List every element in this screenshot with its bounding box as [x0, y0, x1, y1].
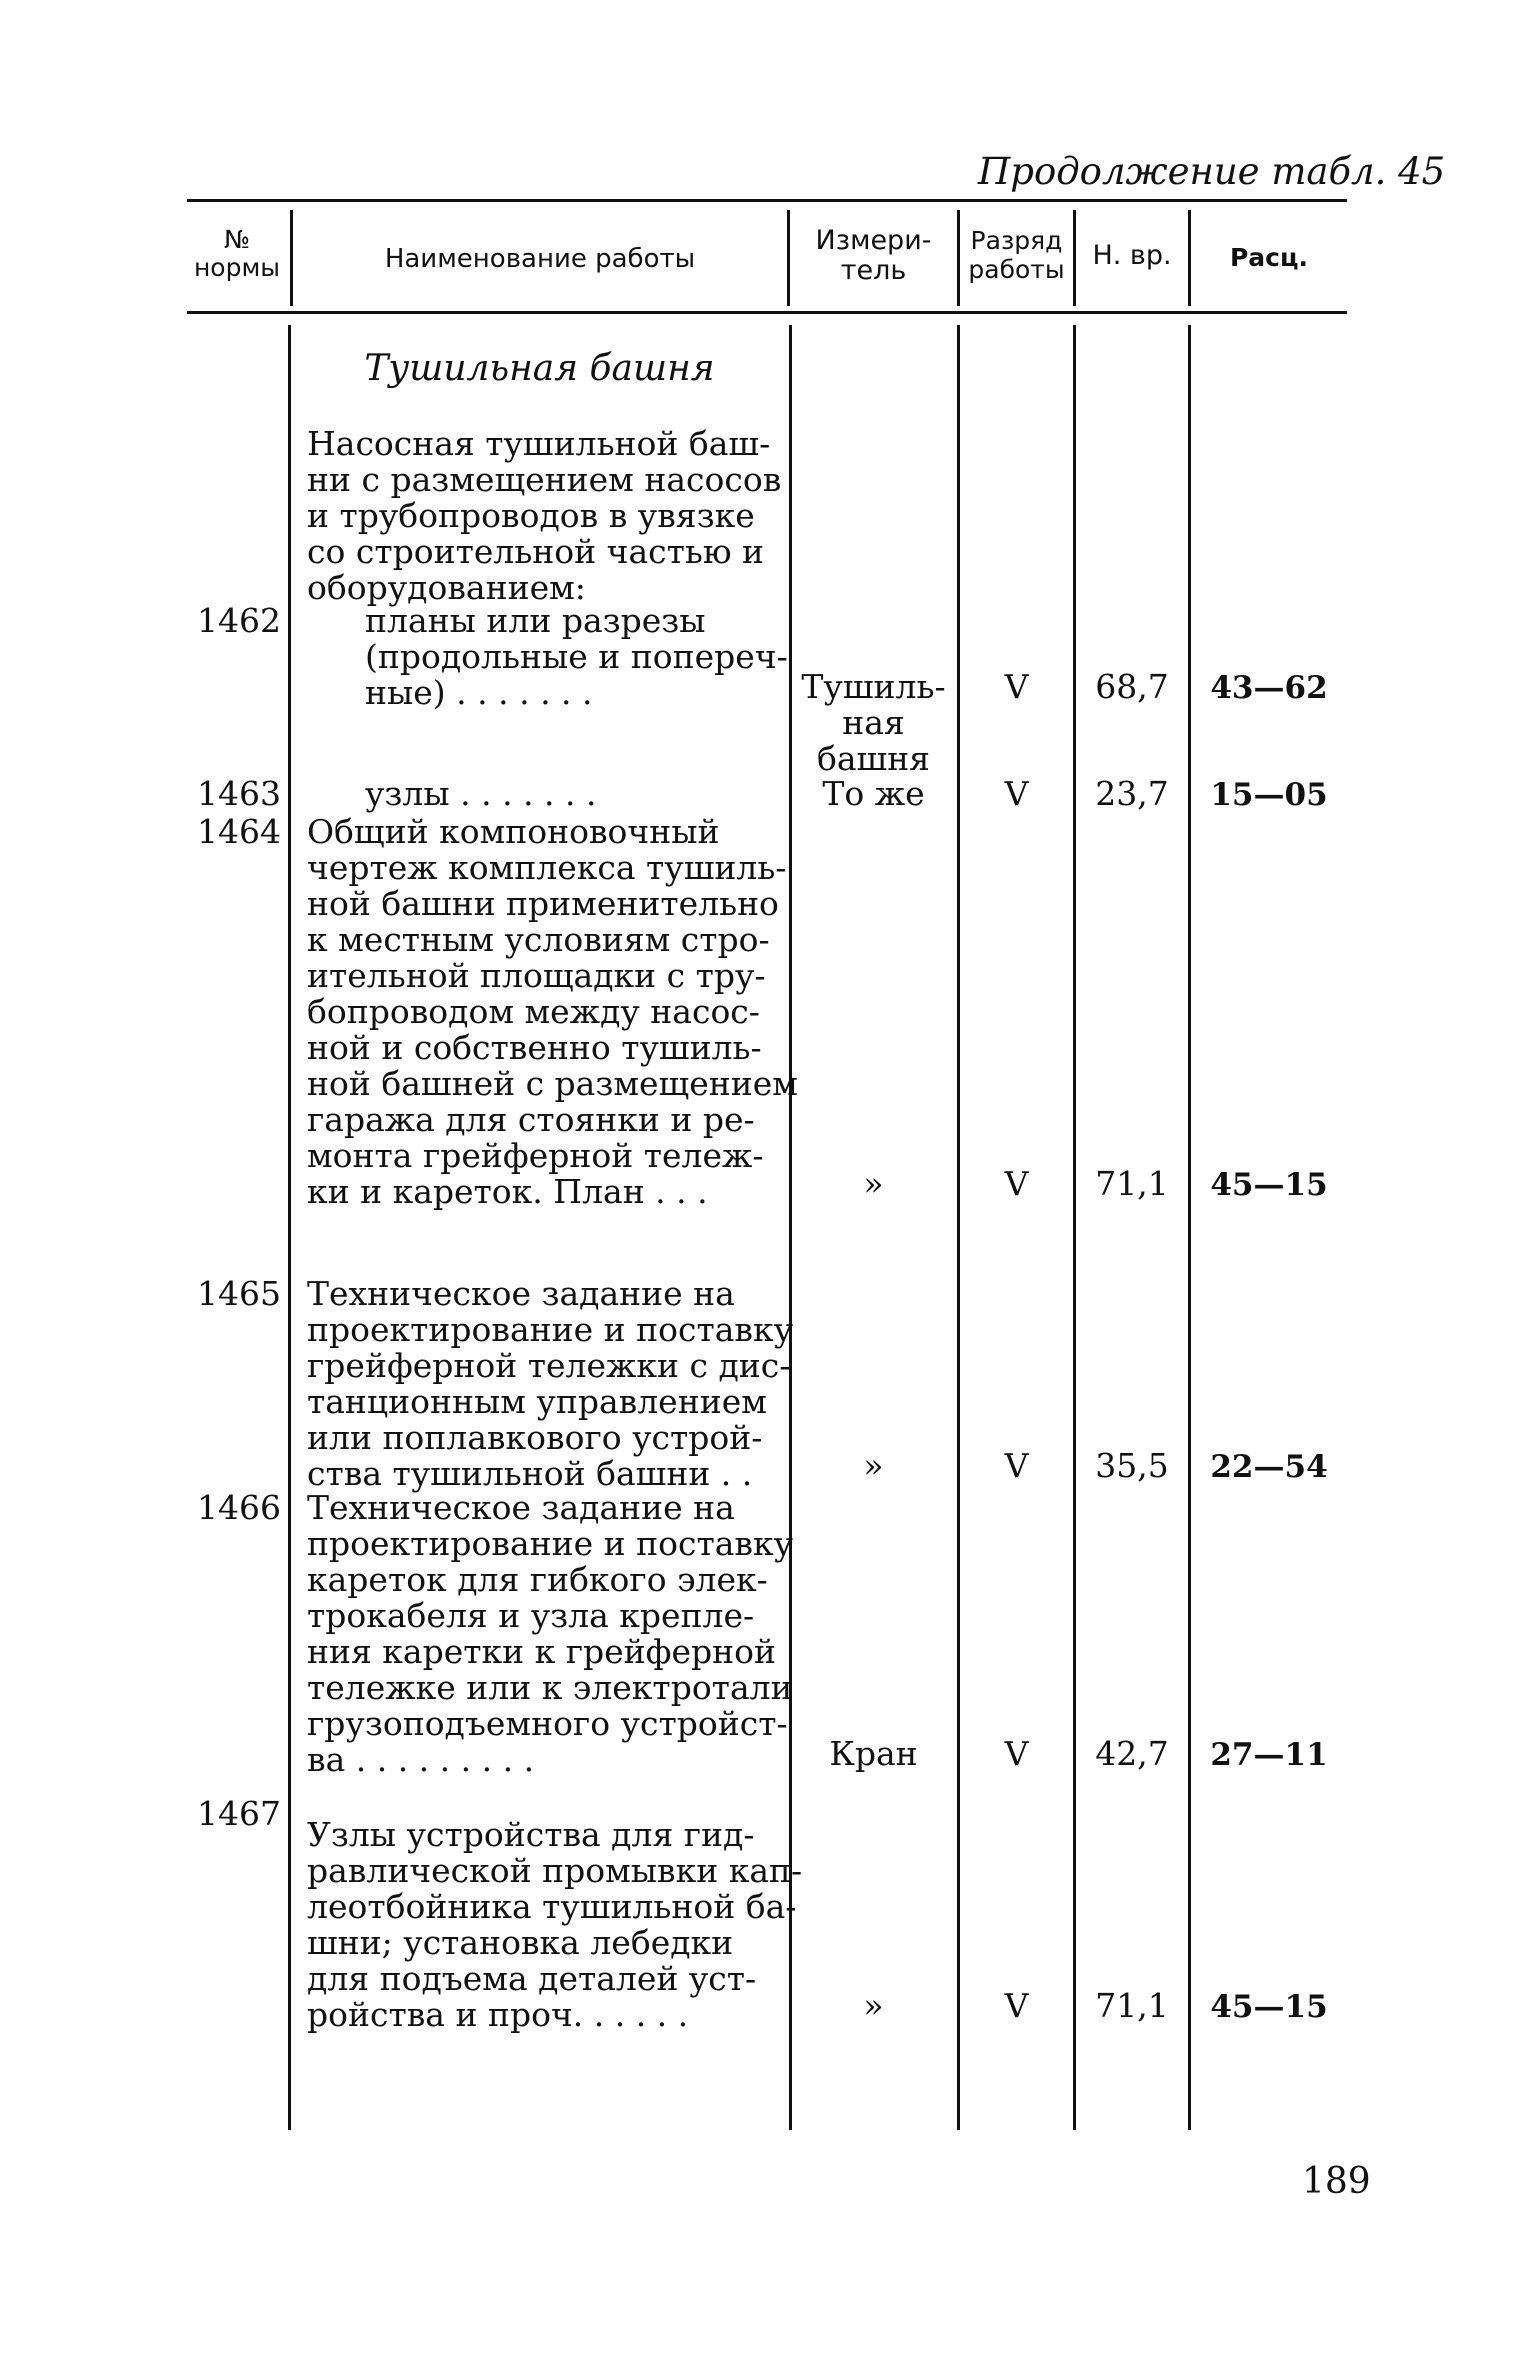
rate-cell: 43—62	[1210, 670, 1328, 706]
header-norm-number: № нормы	[193, 225, 281, 282]
grade-cell: V	[1004, 1734, 1029, 1773]
time-norm-cell: 42,7	[1095, 1734, 1169, 1773]
rate-cell: 27—11	[1210, 1737, 1328, 1773]
unit-cell: Кран	[829, 1734, 918, 1773]
grade-cell: V	[1004, 667, 1029, 706]
norm-number: 1466	[197, 1488, 281, 1527]
norm-number: 1462	[197, 601, 281, 640]
header-grade: Разряд работы	[968, 226, 1065, 284]
grade-cell: V	[1004, 1446, 1029, 1485]
work-description: Узлы устройства для гид- равлической промывки кап- леотбойника тушильной ба- шни; установка лебедки для подъема деталей уст- ройства и проч. . . . . .	[307, 1815, 803, 2034]
time-norm-cell: 68,7	[1095, 667, 1169, 706]
grade-cell: V	[1004, 1986, 1029, 2025]
header-rate: Расц.	[1229, 243, 1309, 272]
header-bottom-rule	[187, 311, 1347, 314]
work-description: планы или разрезы (продольные и попереч- ные) . . . . . . .	[365, 601, 788, 712]
work-description: узлы . . . . . . .	[365, 774, 597, 813]
norm-number: 1465	[197, 1274, 281, 1313]
unit-cell: »	[863, 1446, 884, 1485]
time-norm-cell: 23,7	[1095, 774, 1169, 813]
norm-number: 1464	[197, 812, 281, 851]
time-norm-cell: 71,1	[1095, 1986, 1169, 2025]
unit-cell: То же	[822, 774, 925, 813]
header-time-norm: Н. вр.	[1092, 240, 1172, 271]
grade-cell: V	[1004, 774, 1029, 813]
time-norm-cell: 35,5	[1095, 1446, 1169, 1485]
table-caption: Продолжение табл. 45	[978, 150, 1446, 193]
unit-cell: Тушиль- ная башня	[801, 667, 946, 778]
column-separator	[1188, 325, 1191, 2130]
work-description: Техническое задание на проектирование и поставку кареток для гибкого элек- трокабеля и узла крепле- ния каретки к грейферной тележке или к электротали грузоподъемного устройст- ва . . . . . . . . .	[307, 1488, 794, 1779]
time-norm-cell: 71,1	[1095, 1164, 1169, 1203]
unit-cell: »	[863, 1164, 884, 1203]
work-description: Общий компоновочный чертеж комплекса тушиль- ной башни применительно к местным условиям стро- ительной площадки с тру- бопроводом между насос- ной и собственно тушиль- ной башней с размещением гаража для стоянки и ре- монта грейферной тележ- ки и кареток. План . . .	[307, 812, 798, 1211]
rate-cell: 15—05	[1210, 777, 1328, 813]
column-separator	[288, 325, 291, 2130]
column-separator	[1073, 325, 1076, 2130]
intro-text: Насосная тушильной баш- ни с размещением насосов и трубопроводов в увязке со строительной частью и оборудованием:	[307, 424, 782, 607]
table-top-rule	[187, 199, 1347, 202]
unit-cell: »	[863, 1986, 884, 2025]
norm-number: 1467	[197, 1794, 281, 1833]
work-description: Техническое задание на проектирование и поставку грейферной тележки с дис- танционным управлением или поплавкового устрой- ства тушильной башни . .	[307, 1274, 794, 1493]
norm-number: 1463	[197, 774, 281, 813]
rate-cell: 45—15	[1210, 1167, 1328, 1203]
rate-cell: 45—15	[1210, 1989, 1328, 2025]
column-separator	[957, 325, 960, 2130]
page-number: 189	[1302, 2161, 1371, 2202]
grade-cell: V	[1004, 1164, 1029, 1203]
section-title: Тушильная башня	[364, 348, 715, 389]
header-unit: Измери- тель	[815, 225, 932, 286]
header-work-name: Наименование работы	[384, 244, 696, 274]
rate-cell: 22—54	[1210, 1449, 1328, 1485]
